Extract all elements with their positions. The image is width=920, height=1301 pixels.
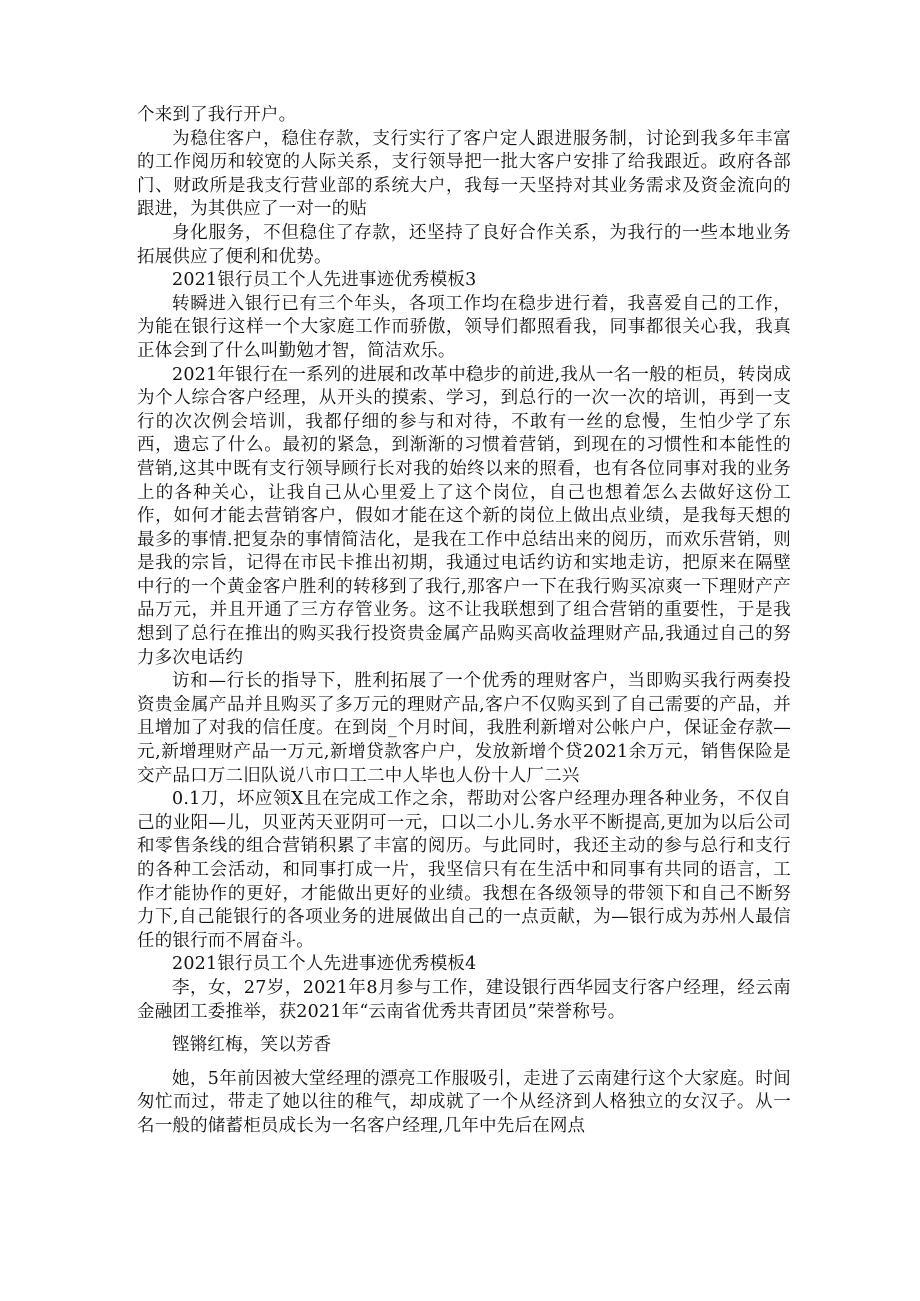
section-heading-4: 2021银行员工个人先进事迹优秀模板4 (172, 954, 477, 975)
paragraph: 访和—行长的指导下，胜利拓展了一个优秀的理财客户，当即购买我行两奏投资贵金属产品并且购买了多万元的理财产品,客户不仅购买到了自己需要的产品，并且增加了对我的信任度。在到岗_个月时间，我胜利新增对公帐户户，保证金存款—元,新增理财产品一万元,新增贷款客户户，发放新增个贷2021余万元，销售保险是交产品口万二旧队说八市口工二中人毕也人份十人厂二兴 (137, 671, 791, 786)
paragraph: 为稳住客户，稳住存款，支行实行了客户定人跟进服务制，讨论到我多年丰富的工作阅历和较宽的人际关系，支行领导把一批大客户安排了给我跟近。政府各部门、财政所是我支行营业部的系统大户，我每一天坚持对其业务需求及资金流向的跟进，为其供应了一对一的贴 (137, 128, 791, 220)
paragraph: 李，女，27岁，2021年8月参与工作，建设银行西华园支行客户经理，经云南金融团工委推举，获2021年“云南省优秀共青团员”荣誉称号。 (137, 977, 791, 1022)
subtitle: 铿锵红梅，笑以芳香 (172, 1035, 332, 1056)
paragraph: 2021年银行在一系列的进展和改革中稳步的前进,我从一名一般的柜员，转岗成为个人综合客户经理，从开头的摸索、学习，到总行的一次一次的培训，再到一支行的次次例会培训，我都仔细的参与和对待，不敢有一丝的怠慢，生怕少学了东西，遗忘了什么。最初的紧急，到渐渐的习惯着营销，到现在的习惯性和本能性的营销,这其中既有支行领导顾行长对我的始终以来的照看，也有各位同事对我的业务上的各种关心，让我自己从心里爱上了这个岗位，自己也想着怎么去做好这份工作，如何才能去营销客户，假如才能在这个新的岗位上做出点业绩，是我每天想的最多的事情.把复杂的事情简洁化，是我在工作中总结出来的阅历，而欢乐营销，则是我的宗旨，记得在市民卡推出初期，我通过电话约访和实地走访，把原来在隔壁中行的一个黄金客户胜利的转移到了我行,那客户一下在我行购买凉爽一下理财产产品万元，并且开通了三方存管业务。这不让我联想到了组合营销的重要性，于是我想到了总行在推出的购买我行投资贵金属产品购买高收益理财产品,我通过自己的努力多次电话约 (137, 364, 791, 668)
paragraph: 她，5年前因被大堂经理的漂亮工作服吸引，走进了云南建行这个大家庭。时间匆忙而过，带走了她以往的稚气，却成就了一个从经济到人格独立的女汉子。从一名一般的储蓄柜员成长为一名客户经理,几年中先后在网点 (137, 1068, 791, 1136)
document-body (137, 104, 791, 1139)
paragraph: 0.1刀，坏应领X且在完成工作之余，帮助对公客户经理办理各种业务，不仅自己的业阳—儿，贝亚芮天亚阴可一元，口以二小儿.务水平不断提高,更加为以后公司和零售条线的组合营销积累了丰富的阅历。与此同时，我还主动的参与总行和支行的各种工会活动，和同事打成一片，我坚信只有在生活中和同事有共同的语言，工作才能协作的更好，才能做出更好的业绩。我想在各级领导的带领下和自己不断努力下,自己能银行的各项业务的进展做出自己的一点贡献，为—银行成为苏州人最信任的银行而不屑奋斗。 (137, 789, 791, 951)
paragraph-continuation: 个来到了我行开户。 (137, 105, 297, 125)
paragraph: 转瞬进入银行已有三个年头，各项工作均在稳步进行着，我喜爱自己的工作，为能在银行这样一个大家庭工作而骄傲，领导们都照看我，同事都很关心我，我真正体会到了什么叫勤勉才智，简洁欢乐。 (137, 293, 791, 361)
section-heading-3: 2021银行员工个人先进事迹优秀模板3 (172, 270, 477, 291)
paragraph: 身化服务，不但稳住了存款，还坚持了良好合作关系，为我行的一些本地业务拓展供应了便利和优势。 (137, 222, 791, 267)
